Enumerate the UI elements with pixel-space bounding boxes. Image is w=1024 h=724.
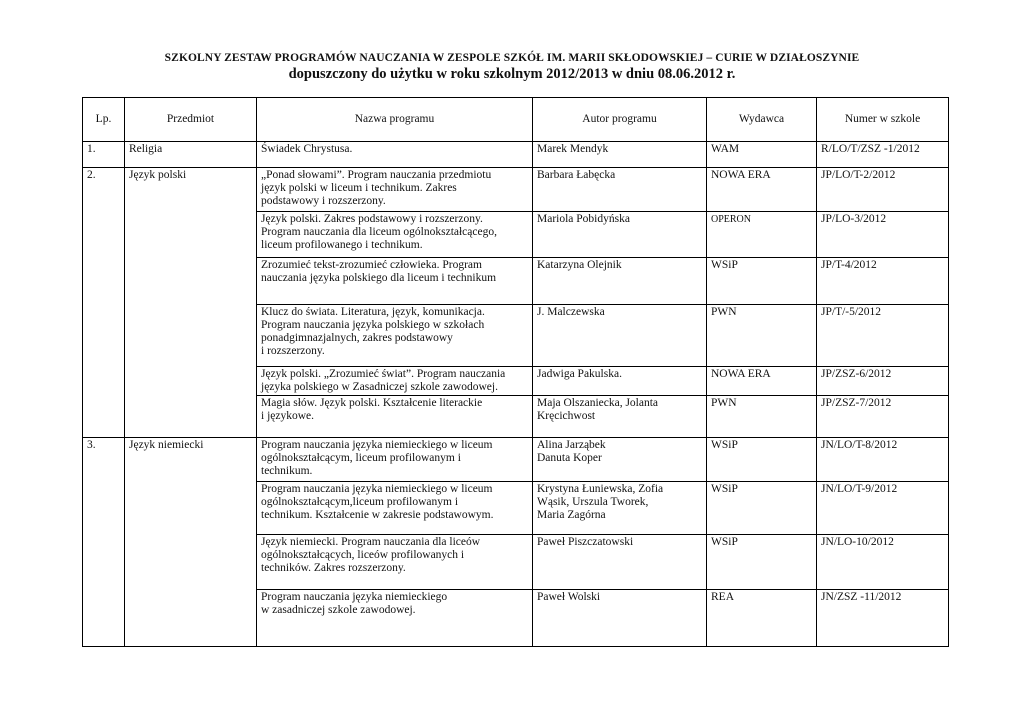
cell-numer: JP/T-4/2012 (817, 258, 949, 305)
cell-numer: JN/ZSZ -11/2012 (817, 590, 949, 647)
cell-wydawca: WSiP (707, 438, 817, 482)
cell-numer: JN/LO-10/2012 (817, 535, 949, 590)
cell-numer: JN/LO/T-8/2012 (817, 438, 949, 482)
table-row (83, 168, 949, 212)
cell-autor: Maja Olszaniecka, Jolanta Kręcichwost (533, 396, 707, 438)
header-wydawca: Wydawca (707, 98, 817, 142)
cell-autor: Krystyna Łuniewska, Zofia Wąsik, Urszula Tworek, Maria Zagórna (533, 482, 707, 535)
cell-numer: R/LO/T/ZSZ -1/2012 (817, 142, 949, 168)
cell-autor: Jadwiga Pakulska. (533, 367, 707, 396)
header-numer: Numer w szkole (817, 98, 949, 142)
cell-nazwa: „Ponad słowami”. Program nauczania przedmiotu język polski w liceum i technikum. Zakres podstawowy i rozszerzony. (257, 168, 533, 212)
cell-numer: JP/T/-5/2012 (817, 305, 949, 367)
table-header-row (83, 98, 949, 142)
cell-lp: 2. (83, 168, 125, 438)
cell-lp: 1. (83, 142, 125, 168)
header-nazwa: Nazwa programu (257, 98, 533, 142)
cell-przedmiot: Język niemiecki (125, 438, 257, 647)
document-subtitle: dopuszczony do użytku w roku szkolnym 2012/2013 w dniu 08.06.2012 r. (288, 66, 736, 82)
cell-nazwa: Zrozumieć tekst-zrozumieć człowieka. Program nauczania języka polskiego dla liceum i technikum (257, 258, 533, 305)
cell-wydawca: WAM (707, 142, 817, 168)
cell-wydawca: PWN (707, 396, 817, 438)
cell-wydawca: NOWA ERA (707, 168, 817, 212)
cell-numer: JP/ZSZ-6/2012 (817, 367, 949, 396)
cell-autor: Paweł Piszczatowski (533, 535, 707, 590)
cell-przedmiot: Religia (125, 142, 257, 168)
cell-wydawca: WSiP (707, 482, 817, 535)
cell-wydawca: WSiP (707, 535, 817, 590)
cell-nazwa: Klucz do świata. Literatura, język, komunikacja. Program nauczania języka polskiego w szkołach ponadgimnazjalnych, zakres podstawowy i rozszerzony. (257, 305, 533, 367)
cell-wydawca: OPERON (707, 212, 817, 258)
table-row (83, 142, 949, 168)
header-autor: Autor programu (533, 98, 707, 142)
cell-autor: J. Malczewska (533, 305, 707, 367)
header-lp: Lp. (83, 98, 125, 142)
cell-numer: JP/LO-3/2012 (817, 212, 949, 258)
cell-autor: Mariola Pobidyńska (533, 212, 707, 258)
table-row (83, 438, 949, 482)
document-title: SZKOLNY ZESTAW PROGRAMÓW NAUCZANIA W ZESPOLE SZKÓŁ IM. MARII SKŁODOWSKIEJ – CURIE W DZIAŁOSZYNIE (164, 52, 860, 64)
cell-autor: Barbara Łabęcka (533, 168, 707, 212)
cell-nazwa: Program nauczania języka niemieckiego w liceum ogólnokształcącym,liceum profilowanym i technikum. Kształcenie w zakresie podstawowym. (257, 482, 533, 535)
cell-wydawca: NOWA ERA (707, 367, 817, 396)
cell-numer: JP/LO/T-2/2012 (817, 168, 949, 212)
header-przedmiot: Przedmiot (125, 98, 257, 142)
cell-wydawca: REA (707, 590, 817, 647)
programs-table (82, 97, 949, 647)
cell-autor: Alina Jarząbek Danuta Koper (533, 438, 707, 482)
cell-autor: Katarzyna Olejnik (533, 258, 707, 305)
cell-lp: 3. (83, 438, 125, 647)
cell-nazwa: Magia słów. Język polski. Kształcenie literackie i językowe. (257, 396, 533, 438)
cell-wydawca: PWN (707, 305, 817, 367)
cell-numer: JP/ZSZ-7/2012 (817, 396, 949, 438)
cell-nazwa: Program nauczania języka niemieckiego w liceum ogólnokształcącym, liceum profilowanym i technikum. (257, 438, 533, 482)
cell-autor: Paweł Wolski (533, 590, 707, 647)
cell-numer: JN/LO/T-9/2012 (817, 482, 949, 535)
cell-nazwa: Program nauczania języka niemieckiego w zasadniczej szkole zawodowej. (257, 590, 533, 647)
cell-nazwa: Język polski. Zakres podstawowy i rozszerzony. Program nauczania dla liceum ogólnokształcącego, liceum profilowanego i technikum. (257, 212, 533, 258)
cell-wydawca: WSiP (707, 258, 817, 305)
cell-nazwa: Język polski. „Zrozumieć świat”. Program nauczania języka polskiego w Zasadniczej szkole zawodowej. (257, 367, 533, 396)
cell-nazwa: Świadek Chrystusa. (257, 142, 533, 168)
cell-przedmiot: Język polski (125, 168, 257, 438)
cell-nazwa: Język niemiecki. Program nauczania dla liceów ogólnokształcących, liceów profilowanych i techników. Zakres rozszerzony. (257, 535, 533, 590)
cell-autor: Marek Mendyk (533, 142, 707, 168)
